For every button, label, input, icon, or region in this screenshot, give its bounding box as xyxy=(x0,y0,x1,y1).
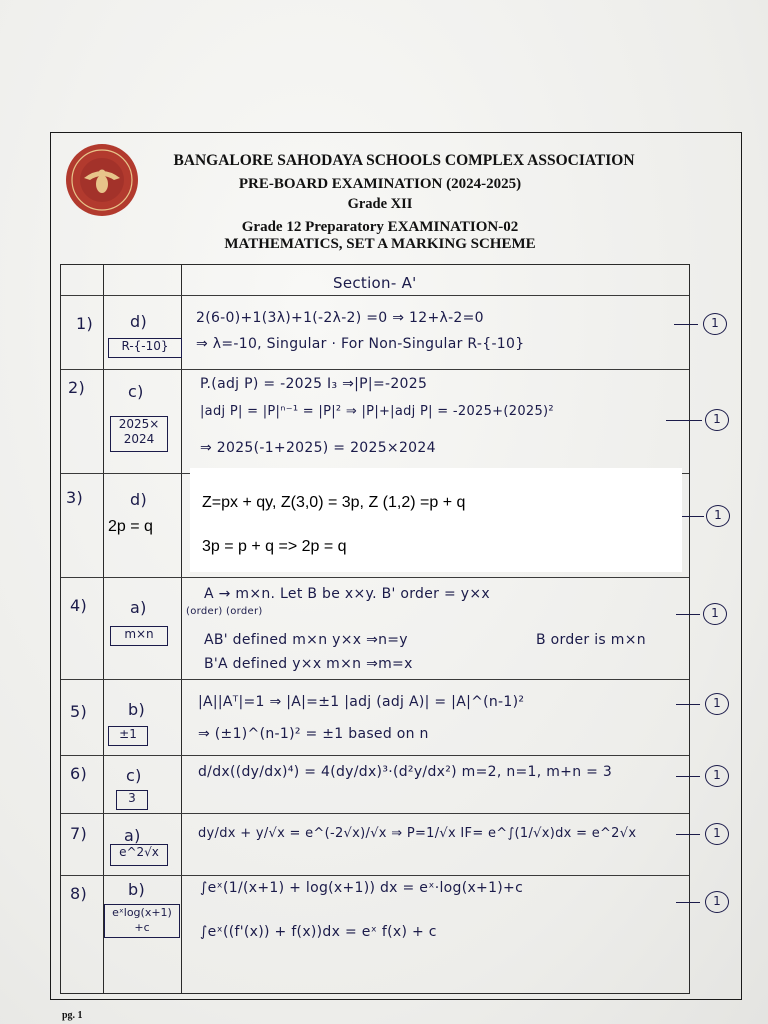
typed-working-panel xyxy=(190,468,682,572)
mark-circle: 1 xyxy=(705,693,729,715)
answer-option: c) xyxy=(126,766,142,785)
answer-box: e^2√x xyxy=(110,844,168,866)
subject-title: MATHEMATICS, SET A MARKING SCHEME xyxy=(224,236,536,252)
answer-option: d) xyxy=(130,312,147,331)
question-number: 4) xyxy=(70,596,88,615)
working-line: B'A defined y×x m×n ⇒m=x xyxy=(204,656,413,672)
answer-box: m×n xyxy=(110,626,168,646)
page-number: pg. 1 xyxy=(62,1010,83,1021)
mark-circle: 1 xyxy=(705,409,729,431)
question-number: 7) xyxy=(70,824,88,843)
working-line: d/dx((dy/dx)⁴) = 4(dy/dx)³·(d²y/dx²) m=2, n=1, m+n = 3 xyxy=(198,764,613,780)
working-line: AB' defined m×n y×x ⇒n=y xyxy=(204,632,408,648)
working-line: A → m×n. Let B be x×y. B' order = y×x xyxy=(204,586,490,602)
answer-option: a) xyxy=(130,598,147,617)
paper-title: Grade 12 Preparatory EXAMINATION-02 xyxy=(241,219,519,235)
grade-title: Grade XII xyxy=(347,196,413,212)
answer-box: 3 xyxy=(116,790,148,810)
working-line: ∫eˣ((f'(x)) + f(x))dx = eˣ f(x) + c xyxy=(200,924,437,940)
question-number: 8) xyxy=(70,884,88,903)
answer-box: 2025× 2024 xyxy=(110,416,168,452)
working-line: ⇒ 2025(-1+2025) = 2025×2024 xyxy=(200,440,436,456)
working-line: |adj P| = |P|ⁿ⁻¹ = |P|² ⇒ |P|+|adj P| = -2025+(2025)² xyxy=(200,404,554,419)
answer-option: b) xyxy=(128,700,145,719)
working-line: 2(6-0)+1(3λ)+1(-2λ-2) =0 ⇒ 12+λ-2=0 xyxy=(196,310,484,326)
question-number: 2) xyxy=(68,378,86,397)
mark-circle: 1 xyxy=(703,603,727,625)
question-number: 1) xyxy=(76,314,94,333)
answer-text: 2p = q xyxy=(108,518,153,535)
working-line: B order is m×n xyxy=(536,632,646,648)
answer-option: b) xyxy=(128,880,145,899)
working-line: Z=px + qy, Z(3,0) = 3p, Z (1,2) =p + q xyxy=(202,494,466,511)
working-line: ∫eˣ(1/(x+1) + log(x+1)) dx = eˣ·log(x+1)+c xyxy=(200,880,524,896)
working-line: P.(adj P) = -2025 I₃ ⇒|P|=-2025 xyxy=(200,376,428,392)
mark-circle: 1 xyxy=(705,891,729,913)
question-number: 3) xyxy=(66,488,84,507)
working-line: ⇒ λ=-10, Singular · For Non-Singular R-{-10} xyxy=(196,336,525,352)
working-line: |A||Aᵀ|=1 ⇒ |A|=±1 |adj (adj A)| = |A|^(n-1)² xyxy=(198,694,525,710)
mark-circle: 1 xyxy=(705,823,729,845)
question-number: 6) xyxy=(70,764,88,783)
section-title: Section- A' xyxy=(333,274,417,292)
working-line: (order) (order) xyxy=(186,606,263,617)
answer-option: a) xyxy=(124,826,141,845)
answer-option: c) xyxy=(128,382,144,401)
working-line: 3p = p + q => 2p = q xyxy=(202,538,347,555)
answer-box: ±1 xyxy=(108,726,148,746)
answer-box: eˣlog(x+1) +c xyxy=(104,904,180,938)
mark-circle: 1 xyxy=(703,313,727,335)
mark-circle: 1 xyxy=(705,765,729,787)
mark-circle: 1 xyxy=(706,505,730,527)
working-line: ⇒ (±1)^(n-1)² = ±1 based on n xyxy=(198,726,429,742)
working-line: dy/dx + y/√x = e^(-2√x)/√x ⇒ P=1/√x IF= e^∫(1/√x)dx = e^2√x xyxy=(198,826,637,841)
answer-box: R-{-10} xyxy=(108,338,182,358)
association-title: BANGALORE SAHODAYA SCHOOLS COMPLEX ASSOCIATION xyxy=(173,152,635,169)
answer-option: d) xyxy=(130,490,147,509)
question-number: 5) xyxy=(70,702,88,721)
exam-title: PRE-BOARD EXAMINATION (2024-2025) xyxy=(238,176,522,192)
